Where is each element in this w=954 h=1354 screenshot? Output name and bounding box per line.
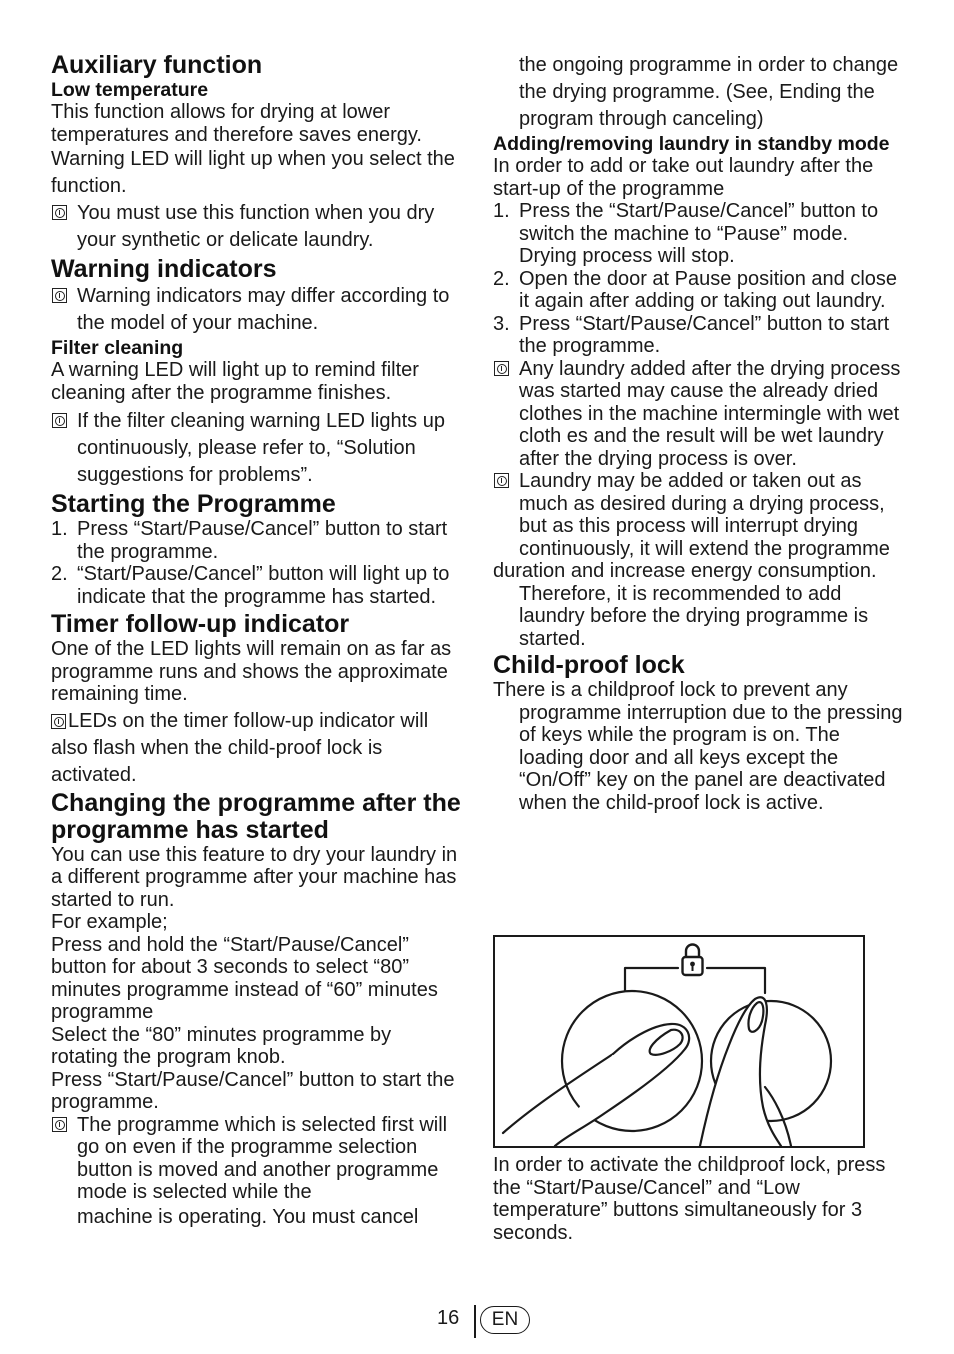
info-icon	[494, 473, 509, 488]
padlock-icon	[683, 945, 703, 976]
right-column	[493, 52, 905, 814]
page-footer	[0, 1305, 954, 1335]
filter-note-text: If the filter cleaning warning LED lights up continuously, please refer to, “Solution suggestions for problems”.	[77, 410, 445, 486]
low-temp-paragraph: This function allows for drying at lower temperatures and therefore saves energy.	[51, 101, 422, 146]
adding-note-2-text: Laundry may be added or taken out as much as desired during a drying process, but as this process will interrupt drying continuously, it will extend the programme	[519, 470, 890, 560]
changing-paragraph-5: Press “Start/Pause/Cancel” button to start the programme.	[51, 1068, 455, 1113]
changing-paragraph-4: Select the “80” minutes programme by rotating the program knob.	[51, 1023, 392, 1068]
low-temp-heading: Low temperature	[51, 79, 209, 101]
changing-programme-heading: Changing the programme after the programme has started	[51, 788, 461, 844]
info-icon	[494, 361, 509, 376]
bracket-left	[625, 968, 678, 993]
starting-programme-heading: Starting the Programme	[51, 490, 336, 518]
left-column	[51, 52, 461, 1231]
list-item: 3. Press “Start/Pause/Cancel” button to start the programme.	[493, 312, 890, 357]
list-item: 1. Press the “Start/Pause/Cancel” button to switch the machine to “Pause” mode. Drying process will stop.	[493, 200, 879, 267]
changing-paragraph-3: Press and hold the “Start/Pause/Cancel” button for about 3 seconds to select “80” minutes programme instead of “60” minutes programme	[51, 933, 438, 1023]
bracket-right	[707, 968, 765, 993]
footer-divider	[474, 1305, 476, 1338]
adding-note-1	[493, 358, 905, 471]
info-icon	[52, 1117, 67, 1132]
timer-indicator-heading: Timer follow-up indicator	[51, 610, 350, 638]
changing-note-text: The programme which is selected first will go on even if the programme selection button is moved and another programme mode is selected while the	[77, 1113, 448, 1203]
changing-note-continued: machine is operating. You must cancel	[77, 1205, 419, 1228]
info-icon	[52, 413, 67, 428]
language-badge: EN	[480, 1306, 530, 1334]
changing-note	[51, 1114, 461, 1204]
child-lock-heading: Child-proof lock	[493, 651, 685, 679]
adding-steps-list	[493, 200, 905, 358]
adding-note-1-text: Any laundry added after the drying process was started may cause the already dried clothes in the machine intermingle with wet cloth es and the result will be wet laundry after the drying process is over.	[519, 357, 901, 470]
adding-laundry-heading: Adding/removing laundry in standby mode	[493, 133, 890, 155]
child-lock-illustration	[493, 935, 865, 1148]
warning-indicators-heading: Warning indicators	[51, 255, 277, 283]
low-temp-led-paragraph: Warning LED will light up when you select the function.	[51, 148, 455, 197]
filter-paragraph: A warning LED will light up to remind filter cleaning after the programme finishes.	[51, 359, 419, 404]
list-item: 2. “Start/Pause/Cancel” button will light up to indicate that the programme has started.	[51, 563, 450, 608]
starting-steps-list	[51, 518, 461, 608]
warning-note-text: Warning indicators may differ according to the model of your machine.	[77, 285, 450, 334]
info-icon	[52, 205, 67, 220]
low-temp-note	[51, 200, 461, 254]
child-lock-paragraph: There is a childproof lock to prevent any programme interruption due to the pressing of keys while the program is on. The loading door and all keys except the “On/Off” key on the panel are deactivated when the child-proof lock is active.	[493, 679, 903, 814]
timer-note-text: LEDs on the timer follow-up indicator will also flash when the child-proof lock is activated.	[51, 709, 429, 786]
info-icon	[52, 288, 67, 303]
timer-paragraph: One of the LED lights will remain on as far as programme runs and shows the approximate remaining time.	[51, 638, 452, 705]
continued-text: the ongoing programme in order to change the drying programme. (See, Ending the program through canceling)	[519, 54, 899, 130]
adding-paragraph: In order to add or take out laundry after the start-up of the programme	[493, 155, 874, 200]
changing-paragraph-1: You can use this feature to dry your laundry in a different programme after your machine has started to run.	[51, 843, 458, 911]
changing-paragraph-2: For example;	[51, 911, 168, 933]
page-number: 16	[437, 1307, 460, 1329]
list-item: 2. Open the door at Pause position and close it again after adding or taking out laundry.	[493, 267, 898, 312]
filter-cleaning-heading: Filter cleaning	[51, 337, 184, 359]
aux-function-heading: Auxiliary function	[51, 51, 263, 79]
low-temp-note-text: You must use this function when you dry your synthetic or delicate laundry.	[77, 202, 435, 251]
filter-note	[51, 408, 461, 489]
list-item: 1. Press “Start/Pause/Cancel” button to start the programme.	[51, 518, 448, 563]
info-icon	[51, 714, 66, 729]
buttons-pressing-illustration	[495, 937, 863, 1146]
warning-note	[51, 283, 461, 337]
adding-note-2-continued: duration and increase energy consumption. Therefore, it is recommended to add laundry before the drying programme is started.	[493, 560, 877, 650]
timer-note	[51, 708, 461, 789]
child-lock-caption: In order to activate the childproof lock, press the “Start/Pause/Cancel” and “Low temperature” buttons simultaneously for 3 seconds.	[493, 1154, 886, 1244]
adding-note-2	[493, 470, 905, 560]
